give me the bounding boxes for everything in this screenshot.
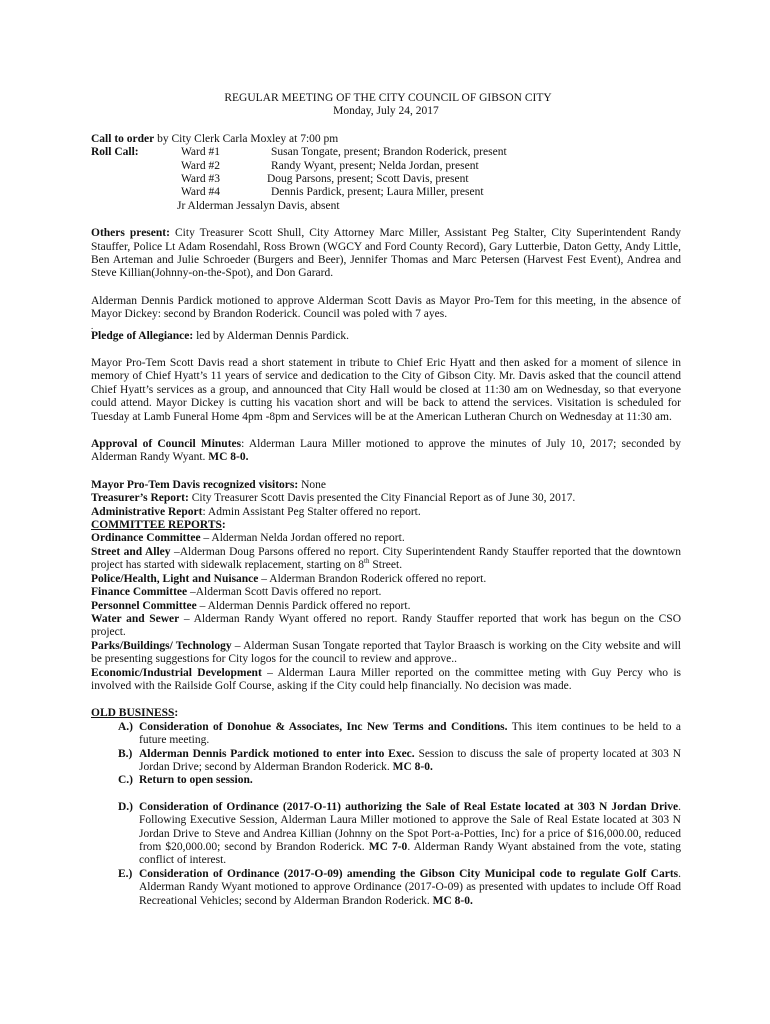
call-to-order-label: Call to order (91, 132, 155, 145)
item-title: Consideration of Ordinance (2017-O-11) authorizing the Sale of Real Estate located at 303 N Jordan Drive (139, 800, 679, 813)
old-business-list (91, 721, 681, 908)
pledge-label: Pledge of Allegiance: (91, 329, 194, 342)
list-item (91, 721, 681, 748)
committee-label: Street and Alley (91, 545, 171, 558)
visitors (91, 479, 681, 492)
item-marker: C.) (118, 774, 134, 787)
admin-label: Administrative Report (91, 505, 203, 518)
old-business-heading-text: OLD BUSINESS (91, 707, 175, 720)
others-present (91, 227, 681, 281)
junior-alderman: Jr Alderman Jessalyn Davis, absent (177, 199, 340, 212)
stray-dot: . (91, 320, 94, 331)
item-text-tail: . Alderman Randy Wyant abstained from the vote, stating conflict of interest. (139, 841, 681, 867)
item-text: . Following Executive Session, Alderman Laura Miller motioned to approve the Sale of Real Estate located at 303 N Jordan Drive to Steve and Andrea Killian (Johnny on the Spot Port-a-Potties, Inc) for a price of $16,000.00, reduced from $20,000.00; second by Brandon Roderick. (139, 800, 681, 854)
committee-ordinance (91, 532, 681, 545)
call-to-order (91, 133, 681, 146)
mayor-protem-motion: Alderman Dennis Pardick motioned to approve Alderman Scott Davis as Mayor Pro-Tem for this meeting, in the absence of Mayor Dickey: second by Brandon Roderick. Council was poled with 7 ayes. (91, 294, 681, 321)
list-item (91, 748, 681, 775)
committee-text: – Alderman Nelda Jordan offered no report. (200, 532, 405, 545)
roll-call-row (91, 173, 681, 186)
committee-text: – Alderman Susan Tongate reported that Taylor Braasch is working on the City website and will be presenting suggestions for City logos for the council to review and approve.. (91, 639, 681, 666)
approval-result: MC 8-0. (208, 451, 249, 464)
item-title: Return to open session. (139, 774, 253, 787)
committee-label: Parks/Buildings/ Technology (91, 639, 232, 652)
roll-call-label: Roll Call: (91, 146, 139, 159)
approval-label: Approval of Council Minutes (91, 438, 242, 451)
item-result: MC 8-0. (392, 760, 433, 773)
ward-label: Ward #1 (181, 146, 220, 159)
committee-heading-text: COMMITTEE REPORTS (91, 519, 222, 532)
roll-call-row (91, 146, 681, 159)
committee-parks (91, 640, 681, 667)
committee-text: – Alderman Brandon Roderick offered no report. (258, 572, 487, 585)
treasurer-report (91, 492, 681, 505)
committee-label: Police/Health, Light and Nuisance (91, 572, 259, 585)
roll-call-row (91, 186, 681, 199)
committee-text: – Alderman Laura Miller reported on the committee meting with Guy Percy who is involved with the Railside Golf Course, asking if the City could help financially. No decision was made. (91, 666, 681, 692)
others-present-text: City Treasurer Scott Shull, City Attorney Marc Miller, Assistant Peg Stalter, City Superintendent Randy Stauffer, Police Lt Adam Rosendahl, Ross Brown (WGCY and Ford County Record), Gary Lutterbie, Daton Getty, Andy Little, Ben Arteman and Julie Schroeder (Burgers and Beer), Jennifer Thomas and Marc Petersen (Harvest Fest Event), Andrea and Steve Killian(Johnny-on-the-Spot), and Don Garard. (91, 227, 681, 280)
document-header (91, 92, 681, 119)
ward-label: Ward #4 (181, 186, 220, 199)
item-marker: B.) (118, 747, 133, 760)
document-title: REGULAR MEETING OF THE CITY COUNCIL OF GIBSON CITY (224, 92, 552, 104)
pledge-text: led by Alderman Dennis Pardick. (193, 329, 350, 342)
committee-label: Finance Committee (91, 586, 188, 599)
ward-members: Susan Tongate, present; Brandon Roderick, present (271, 146, 507, 159)
roll-call-row (91, 200, 681, 213)
roll-call-row (91, 160, 681, 173)
item-marker: A.) (118, 720, 134, 733)
ward-members: Dennis Pardick, present; Laura Miller, present (271, 186, 484, 199)
committee-police (91, 573, 681, 586)
visitors-text: None (298, 478, 326, 491)
treasurer-label: Treasurer’s Report: (91, 492, 189, 505)
meeting-date: Monday, July 24, 2017 (333, 105, 439, 118)
item-text: Session to discuss the sale of property located at 303 N Jordan Drive; second by Alderman Brandon Roderick. (139, 747, 682, 773)
committee-personnel (91, 600, 681, 613)
ward-label: Ward #2 (181, 159, 220, 172)
committee-finance (91, 586, 681, 599)
approval-of-minutes (91, 438, 681, 465)
ordinal-suffix: th (364, 557, 370, 566)
reports-section (91, 479, 681, 694)
roll-call (91, 146, 681, 213)
committee-street (91, 546, 681, 573)
item-title: Consideration of Donohue & Associates, Inc New Terms and Conditions. (139, 720, 508, 733)
call-to-order-text: by City Clerk Carla Moxley at 7:00 pm (154, 132, 339, 145)
old-business-heading: OLD BUSINESS: (91, 707, 179, 720)
approval-text: : Alderman Laura Miller motioned to approve the minutes of July 10, 2017; seconded by Alderman Randy Wyant. (91, 438, 681, 464)
item-marker: E.) (118, 867, 133, 880)
item-text: . Alderman Randy Wyant motioned to approve Ordinance (2017-O-09) as presented with updates to include Off Road Recreational Vehicles; second by Alderman Brandon Roderick. (139, 867, 681, 907)
ward-label: Ward #3 (181, 173, 220, 185)
committee-label: Economic/Industrial Development (91, 666, 262, 679)
committee-text: –Alderman Scott Davis offered no report. (187, 586, 382, 599)
item-title: Consideration of Ordinance (2017-O-09) amending the Gibson City Municipal code to regulate Golf Carts (139, 867, 679, 880)
pledge (91, 330, 681, 343)
committee-label: Ordinance Committee (91, 532, 201, 545)
item-result: MC 8-0. (432, 894, 473, 907)
committee-text: – Alderman Randy Wyant offered no report. Randy Stauffer reported that work has begun on the CSO project. (91, 612, 681, 639)
item-text: This item continues to be held to a future meeting. (139, 720, 681, 747)
item-marker: D.) (118, 800, 134, 813)
administrative-report (91, 506, 681, 519)
committee-text-tail: Street. (369, 559, 403, 572)
list-item (91, 774, 681, 787)
others-present-label: Others present: (91, 227, 170, 240)
committee-text: – Alderman Dennis Pardick offered no report. (196, 599, 411, 612)
ward-members: Doug Parsons, present; Scott Davis, present (267, 173, 469, 185)
item-title: Alderman Dennis Pardick motioned to enter into Exec. (139, 747, 415, 760)
committee-label: Water and Sewer (91, 612, 180, 625)
committee-water (91, 613, 681, 640)
tribute-paragraph: Mayor Pro-Tem Scott Davis read a short statement in tribute to Chief Eric Hyatt and then asked for a moment of silence in memory of Chief Hyatt’s 11 years of service and dedication to the City of Gibson City. Mr. Davis asked that the council attend Chief Hyatt’s services as a group, and announced that City Hall would be closed at 11:30 am on Wednesday, so that everyone could attend. Mayor Dickey is cutting his vacation short and will be back to attend the services. Visitation is scheduled for Tuesday at Lamb Funeral Home 4pm -8pm and Services will be at the American Lutheran Church on Wednesday at 11:30 am. (91, 357, 681, 423)
admin-text: : Admin Assistant Peg Stalter offered no report. (202, 505, 421, 518)
committee-label: Personnel Committee (91, 599, 197, 612)
committee-economic (91, 667, 681, 694)
list-item (91, 801, 681, 868)
treasurer-text: City Treasurer Scott Davis presented the City Financial Report as of June 30, 2017. (188, 492, 576, 505)
visitors-label: Mayor Pro-Tem Davis recognized visitors: (91, 478, 299, 491)
item-result: MC 7-0 (368, 841, 408, 854)
ward-members: Randy Wyant, present; Nelda Jordan, present (271, 159, 479, 172)
list-item (91, 868, 681, 908)
committee-reports-heading: COMMITTEE REPORTS: (91, 519, 226, 532)
minutes-page (91, 92, 681, 908)
committee-text: –Alderman Doug Parsons offered no report. City Superintendent Randy Stauffer reported that the downtown project has started with sidewalk replacement, starting on 8 (91, 545, 681, 572)
